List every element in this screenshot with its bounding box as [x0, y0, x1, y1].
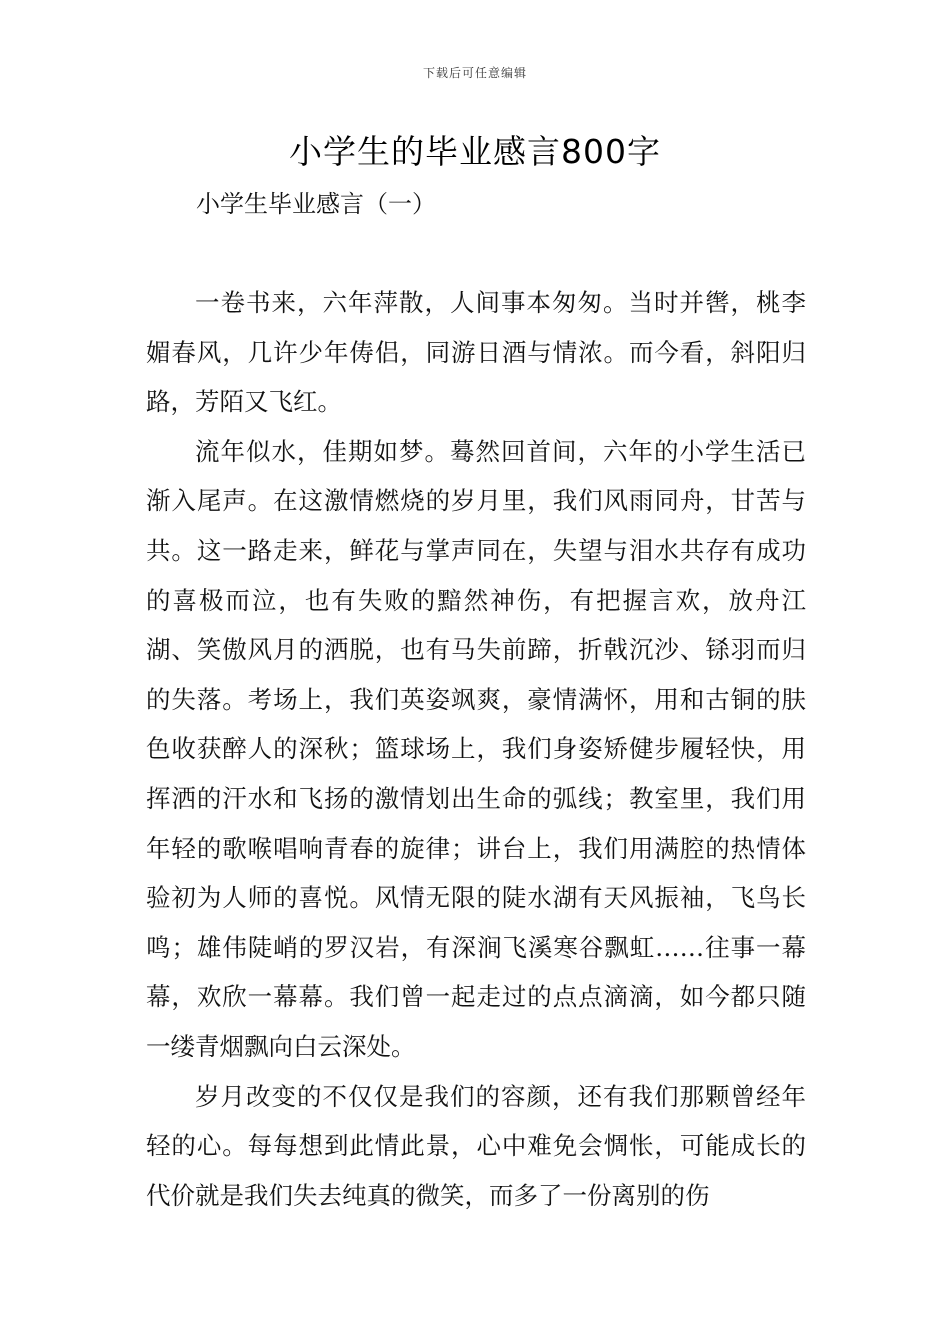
paragraph-2: 流年似水，佳期如梦。蓦然回首间，六年的小学生活已渐入尾声。在这激情燃烧的岁月里，我们风雨同舟，甘苦与共。这一路走来，鲜花与掌声同在，失望与泪水共存有成功的喜极而泣，也有失败的黯然神伤，有把握言欢，放舟江湖、笑傲风月的洒脱，也有马失前蹄，折戟沉沙、铩羽而归的失落。考场上，我们英姿飒爽，豪情满怀，用和古铜的肤色收获醉人的深秋；篮球场上，我们身姿矫健步履轻快，用挥洒的汗水和飞扬的激情划出生命的弧线；教室里，我们用年轻的歌喉唱响青春的旋律；讲台上，我们用满腔的热情体验初为人师的喜悦。风情无限的陡水湖有天风振袖，飞鸟长鸣；雄伟陡峭的罗汉岩，有深涧飞溪寒谷飘虹……往事一幕幕，欢欣一幕幕。我们曾一起走过的点点滴滴，如今都只随一缕青烟飘向白云深处。 — [146, 436, 806, 1061]
header-note: 下载后可任意编辑 — [422, 66, 527, 80]
document-title: 小学生的毕业感言800字 — [289, 132, 661, 171]
paragraph-3: 岁月改变的不仅仅是我们的容颜，还有我们那颗曾经年轻的心。每每想到此情此景，心中难免会惆怅，可能成长的代价就是我们失去纯真的微笑，而多了一份离别的伤 — [146, 1081, 806, 1210]
section-heading: 小学生毕业感言（一） — [196, 190, 436, 218]
document-body — [146, 278, 806, 1220]
paragraph-1: 一卷书来，六年萍散，人间事本匆匆。当时并辔，桃李媚春风，几许少年俦侣，同游日酒与情浓。而今看，斜阳归路，芳陌又飞红。 — [146, 288, 806, 417]
